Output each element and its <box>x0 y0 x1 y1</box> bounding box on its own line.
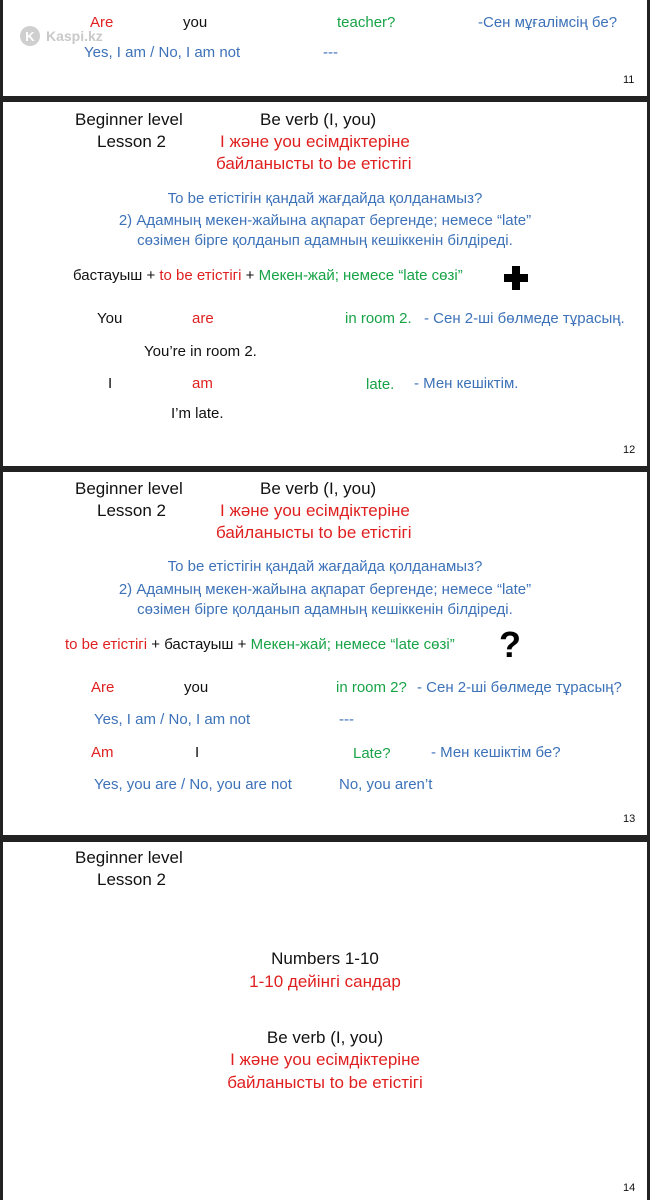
slide13-ex2-place: Late? <box>353 745 391 762</box>
slide14-title-kz-line2: байланысты to be етістігі <box>227 1073 423 1092</box>
slide13-topic: Be verb (I, you) <box>260 479 377 498</box>
slide12-ex2-translation: - Мен кешіктім. <box>414 375 519 392</box>
slide13-formula <box>65 636 455 653</box>
slide13-lesson: Lesson 2 <box>97 501 166 520</box>
slide12-ex2-place: late. <box>366 376 395 393</box>
slide12-explanation-line2: сөзімен бірге қолданып адамның кешіккенін білдіреді. <box>137 232 513 249</box>
slide13-ex2-verb: Am <box>91 744 114 761</box>
slide11-row1-object: teacher? <box>337 14 396 31</box>
slide12-ex2-verb: am <box>192 375 213 392</box>
slide-page-number: 14 <box>623 1182 636 1194</box>
slide14-title-kz-line1: I және you есімдіктеріне <box>230 1050 420 1069</box>
slide-13 <box>3 472 647 835</box>
slide-page-number: 13 <box>623 813 636 825</box>
slide13-ans1: Yes, I am / No, I am not <box>94 711 251 728</box>
slide13-question: To be етістігін қандай жағдайда қолданамыз? <box>167 558 483 575</box>
plus-icon <box>504 266 528 290</box>
formula-place: Мекен-жай; немесе “late сөзі” <box>250 636 455 653</box>
formula-subject: + бастауыш + <box>147 636 251 653</box>
slide12-ex1-translation: - Сен 2-ші бөлмеде тұрасың. <box>424 310 625 327</box>
kaspi-logo-icon: K <box>20 26 40 46</box>
slide12-lesson: Lesson 2 <box>97 132 166 151</box>
slide-page-number: 11 <box>623 74 635 86</box>
slide12-topic: Be verb (I, you) <box>260 110 377 129</box>
question-mark-icon: ? <box>499 624 521 665</box>
slide13-ex1-translation: - Сен 2-ші бөлмеде тұрасың? <box>417 679 622 696</box>
slide-12 <box>3 102 647 466</box>
slide13-ans2-short: No, you aren’t <box>339 776 433 793</box>
slide-page-number: 12 <box>623 444 636 456</box>
slide12-ex1-verb: are <box>192 310 214 327</box>
slide13-ex1-subject: you <box>184 679 209 696</box>
slide14-numbers-kz: 1-10 дейінгі сандар <box>249 972 401 991</box>
slide14-level: Beginner level <box>75 848 183 867</box>
watermark-text: Kaspi.kz <box>46 28 103 44</box>
slide14-numbers-title: Numbers 1-10 <box>271 949 379 968</box>
slide13-ans2: Yes, you are / No, you are not <box>94 776 292 793</box>
slide14-topic: Be verb (I, you) <box>266 1028 384 1047</box>
slide12-ex1-place: in room 2. <box>345 310 412 327</box>
slide13-title-kz-line2: байланысты to be етістігі <box>216 523 412 542</box>
slide12-formula <box>73 267 463 284</box>
slide12-ex2-contraction: I’m late. <box>171 405 224 422</box>
slide13-explanation-line1: 2) Адамның мекен-жайына ақпарат бергенде; немесе “late” <box>118 581 532 598</box>
slide12-level: Beginner level <box>75 110 183 129</box>
slide11-row1-subject: you <box>183 14 208 31</box>
slide13-ex2-subject: I <box>195 744 200 761</box>
slide13-level: Beginner level <box>75 479 183 498</box>
slide11-row1-translation: -Сен мұғалімсің бе? <box>478 14 618 31</box>
slide12-ex1-contraction: You’re in room 2. <box>144 343 257 360</box>
slide12-ex2-subject: I <box>108 375 113 392</box>
formula-subject: бастауыш + <box>73 267 160 284</box>
slide14-lesson: Lesson 2 <box>97 870 166 889</box>
slide13-title-kz-line1: I және you есімдіктеріне <box>220 501 410 520</box>
slide12-title-kz-line2: байланысты to be етістігі <box>216 154 412 173</box>
formula-plus: + <box>241 267 259 284</box>
slide12-explanation-line1: 2) Адамның мекен-жайына ақпарат бергенде; немесе “late” <box>118 212 532 229</box>
slide11-answer-dash: --- <box>323 44 338 61</box>
slide13-explanation-line2: сөзімен бірге қолданып адамның кешіккенін білдіреді. <box>137 601 513 618</box>
slide13-ex2-translation: - Мен кешіктім бе? <box>431 744 561 761</box>
slide11-row1-verb: Are <box>90 14 114 31</box>
slide13-ans1-dash: --- <box>339 711 354 728</box>
slide-11 <box>3 0 647 96</box>
slide12-question: To be етістігін қандай жағдайда қолданамыз? <box>167 190 483 207</box>
slide13-ex1-verb: Are <box>91 679 115 696</box>
slide12-ex1-subject: You <box>97 310 123 327</box>
slide13-ex1-place: in room 2? <box>336 679 407 696</box>
formula-verb: to be етістігі <box>159 267 242 284</box>
formula-place: Мекен-жай; немесе “late сөзі” <box>258 267 463 284</box>
slide12-title-kz-line1: I және you есімдіктеріне <box>220 132 410 151</box>
formula-verb: to be етістігі <box>65 636 148 653</box>
kaspi-watermark <box>20 26 103 46</box>
slide11-answer: Yes, I am / No, I am not <box>84 44 241 61</box>
slide-14 <box>3 842 647 1200</box>
